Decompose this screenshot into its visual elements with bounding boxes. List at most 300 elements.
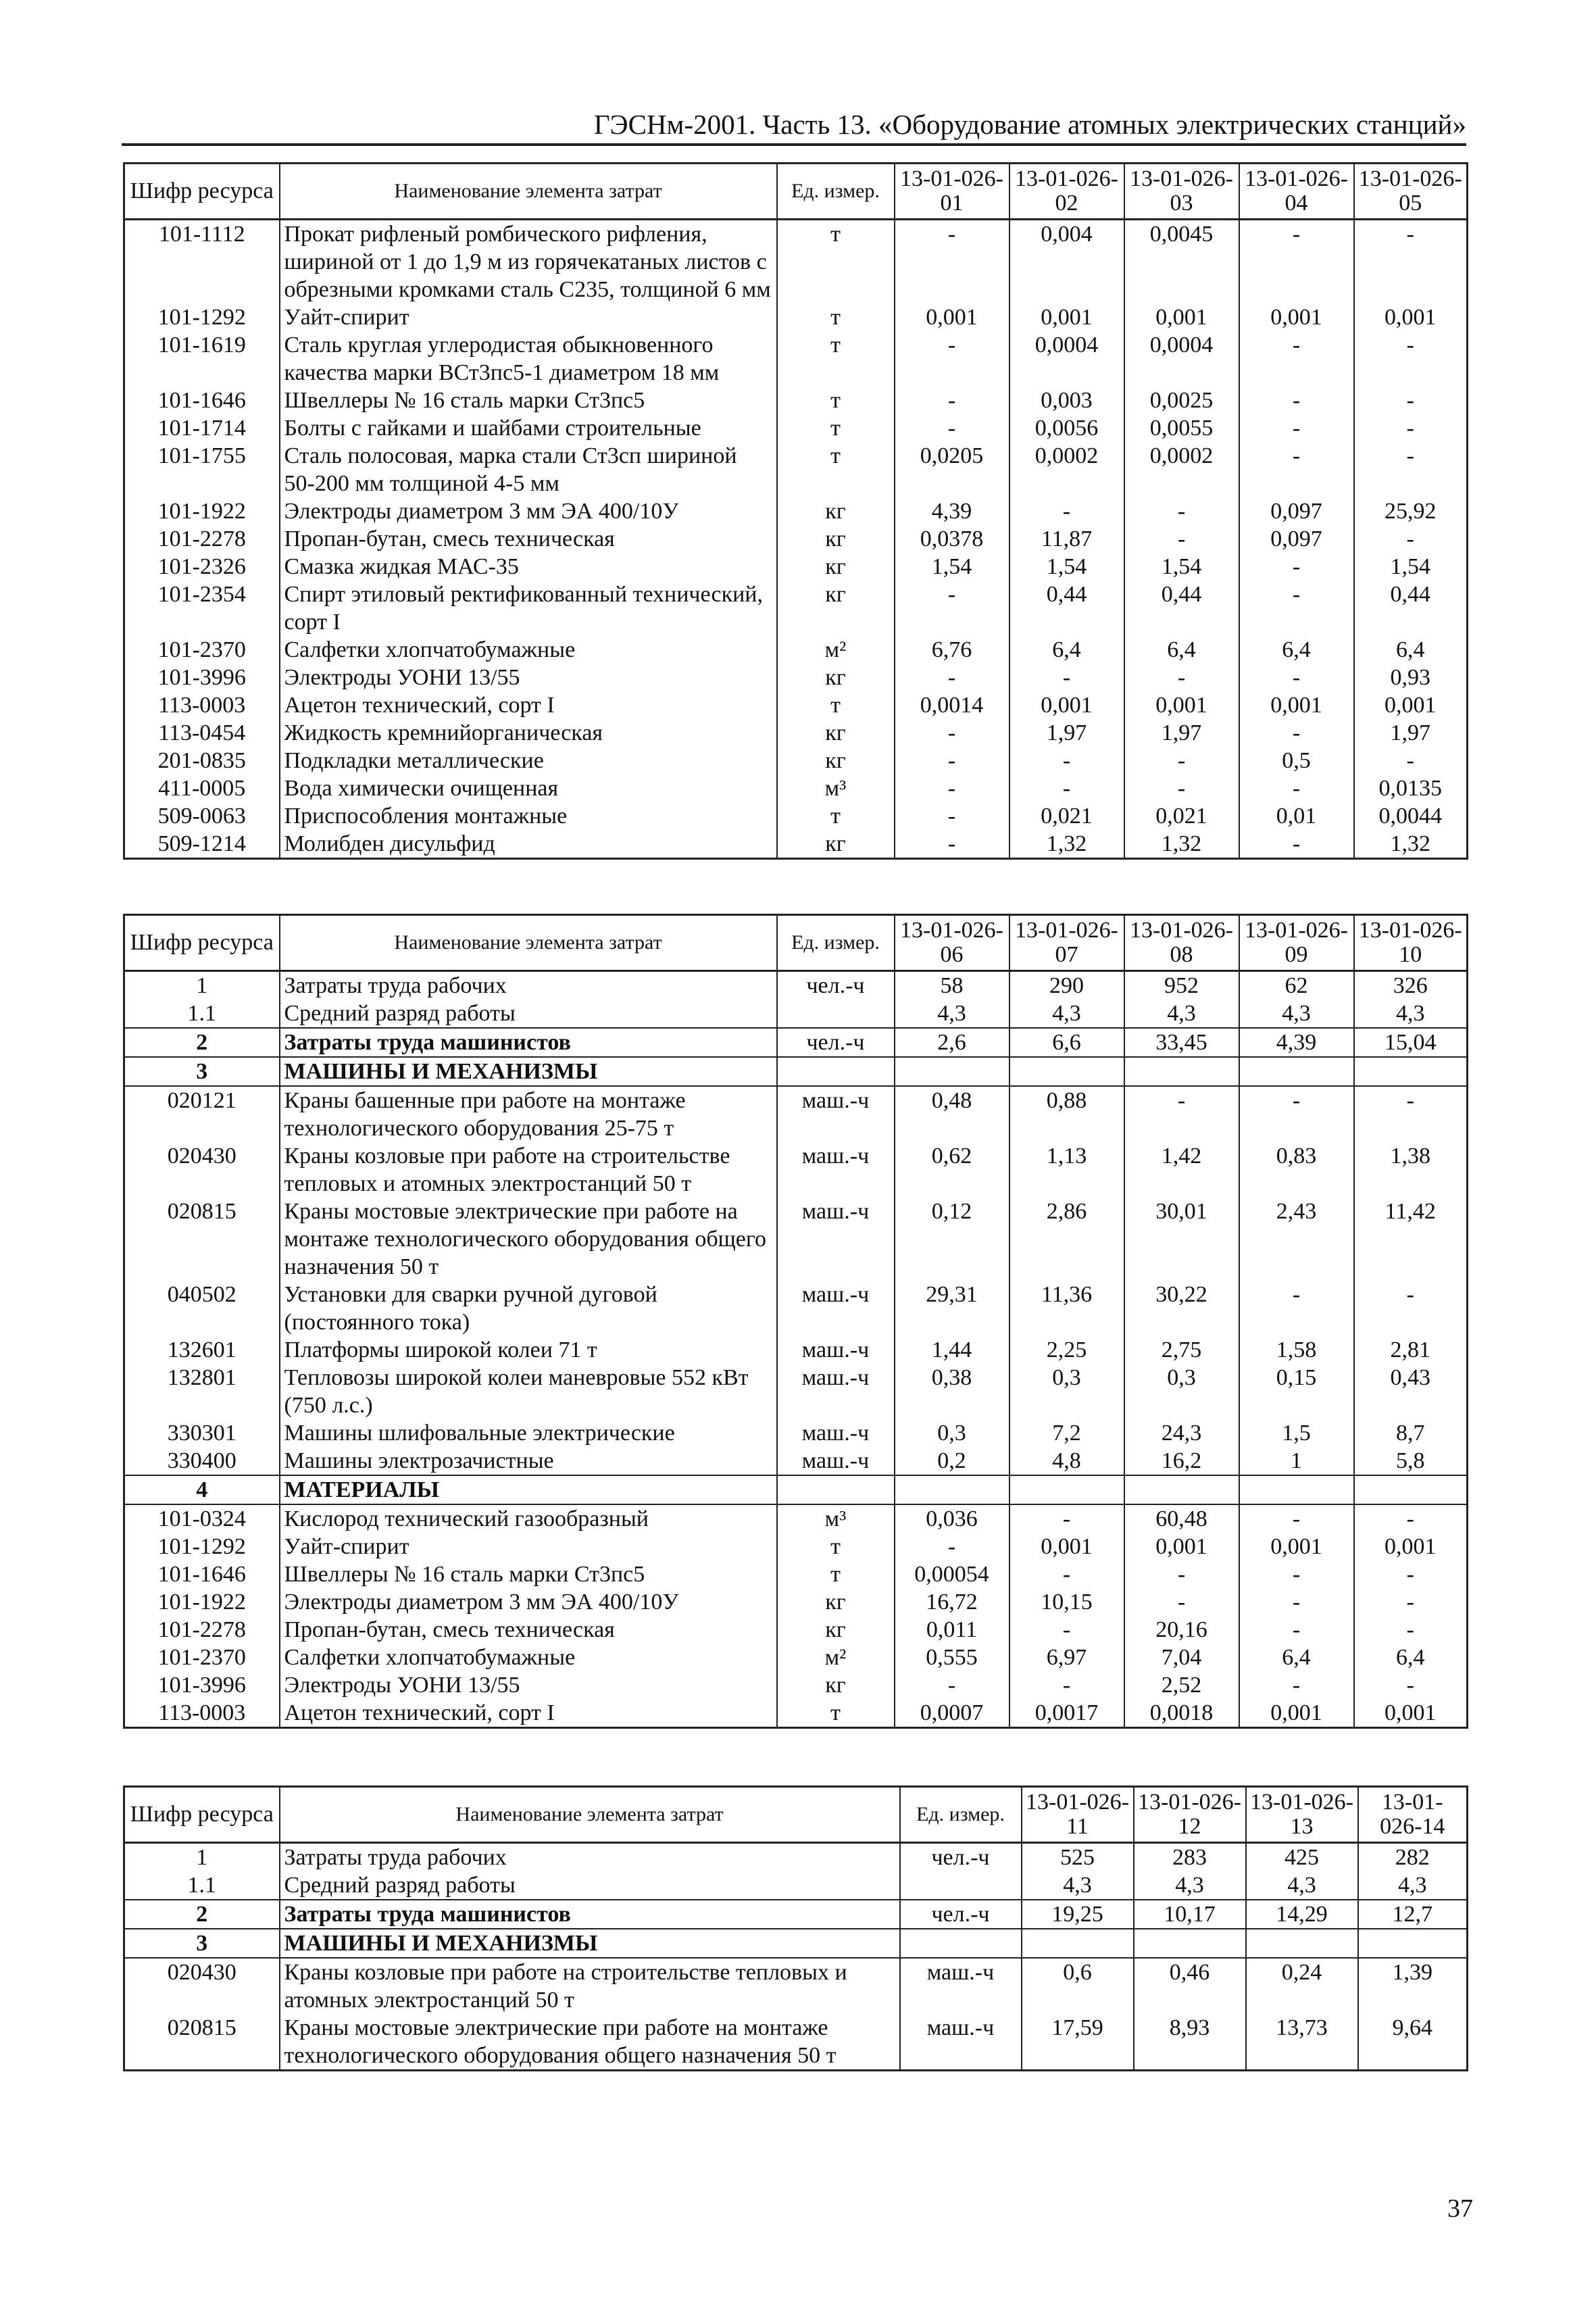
value-cell [1022, 1929, 1134, 1958]
resource-name-cell: МАШИНЫ И МЕХАНИЗМЫ [280, 1929, 900, 1958]
unit-cell: чел.-ч [900, 1900, 1022, 1929]
header-col: 13-01-026-02 [1009, 164, 1124, 220]
resource-code-cell: 101-3996 [124, 1671, 280, 1699]
value-cell: 0,93 [1354, 664, 1468, 691]
table-row [124, 1336, 1468, 1364]
table-header-row [124, 915, 1468, 971]
header-col: 13-01-026-11 [1022, 1787, 1134, 1843]
table-row [124, 1900, 1468, 1929]
table-row [124, 1198, 1468, 1281]
value-cell: 525 [1022, 1843, 1134, 1872]
unit-cell: чел.-ч [900, 1843, 1022, 1872]
value-cell: 0,001 [1354, 691, 1468, 719]
unit-cell: т [777, 1560, 895, 1588]
table-row [124, 220, 1468, 304]
unit-cell: кг [777, 553, 895, 581]
resource-code-cell: 1.1 [124, 1000, 280, 1028]
resource-code-cell: 101-1714 [124, 414, 280, 442]
value-cell: 0,097 [1239, 525, 1354, 553]
value-cell: 14,29 [1246, 1900, 1358, 1929]
value-cell: 282 [1358, 1843, 1468, 1872]
resource-code-cell: 101-0324 [124, 1504, 280, 1533]
value-cell: 6,4 [1009, 636, 1124, 664]
value-cell: 0,44 [1354, 581, 1468, 636]
unit-cell [777, 1000, 895, 1028]
value-cell: 4,3 [1009, 1000, 1124, 1028]
value-cell: 0,001 [1009, 1533, 1124, 1560]
value-cell: 0,001 [1239, 691, 1354, 719]
value-cell: - [895, 719, 1009, 747]
resource-code-cell: 4 [124, 1475, 280, 1504]
unit-cell: чел.-ч [777, 971, 895, 1000]
value-cell: 0,48 [895, 1086, 1009, 1142]
value-cell: - [1009, 1560, 1124, 1588]
value-cell: 4,3 [1124, 1000, 1239, 1028]
value-cell: 0,3 [895, 1419, 1009, 1447]
value-cell: 0,0378 [895, 525, 1009, 553]
value-cell: - [1354, 747, 1468, 774]
table-row [124, 442, 1468, 497]
table-row [124, 2014, 1468, 2071]
unit-cell: маш.-ч [777, 1419, 895, 1447]
table-row [124, 331, 1468, 387]
unit-cell: кг [777, 830, 895, 859]
value-cell: 0,0017 [1009, 1699, 1124, 1728]
value-cell: - [1354, 442, 1468, 497]
value-cell: 0,555 [895, 1644, 1009, 1671]
resource-name-cell: Спирт этиловый ректификованный технический, сорт I [280, 581, 777, 636]
unit-cell: т [777, 1533, 895, 1560]
resource-name-cell: Затраты труда рабочих [280, 1843, 900, 1872]
header-col: 13-01-026-08 [1124, 915, 1239, 971]
value-cell: 8,7 [1354, 1419, 1468, 1447]
unit-cell: т [777, 331, 895, 387]
resource-code-cell: 101-1922 [124, 1588, 280, 1616]
value-cell: 6,6 [1009, 1028, 1124, 1057]
resource-name-cell: Затраты труда рабочих [280, 971, 777, 1000]
value-cell: 0,001 [1354, 1699, 1468, 1728]
value-cell: 1,32 [1009, 830, 1124, 859]
resource-code-cell: 509-0063 [124, 802, 280, 830]
resource-name-cell: МАТЕРИАЛЫ [280, 1475, 777, 1504]
resource-code-cell: 201-0835 [124, 747, 280, 774]
resource-name-cell: Уайт-спирит [280, 303, 777, 331]
header-col: 13-01-026-03 [1124, 164, 1239, 220]
table-row [124, 525, 1468, 553]
value-cell: 0,001 [1124, 303, 1239, 331]
value-cell: 0,0014 [895, 691, 1009, 719]
value-cell: - [1009, 1616, 1124, 1644]
table-row [124, 774, 1468, 802]
resource-name-cell: Ацетон технический, сорт I [280, 1699, 777, 1728]
value-cell: - [895, 1533, 1009, 1560]
resource-name-cell: Краны мостовые электрические при работе на монтаже технологического оборудования общего назначения 50 т [280, 1198, 777, 1281]
value-cell: 6,4 [1354, 636, 1468, 664]
value-cell: 1,39 [1358, 1958, 1468, 2014]
value-cell: - [895, 387, 1009, 414]
table-row [124, 719, 1468, 747]
header-col: 13-01-026-10 [1354, 915, 1468, 971]
resource-name-cell: Уайт-спирит [280, 1533, 777, 1560]
value-cell: 0,2 [895, 1447, 1009, 1475]
resource-code-cell: 101-2326 [124, 553, 280, 581]
resource-name-cell: Установки для сварки ручной дуговой (постоянного тока) [280, 1281, 777, 1336]
value-cell [1354, 1475, 1468, 1504]
value-cell: 16,2 [1124, 1447, 1239, 1475]
resource-name-cell: Краны козловые при работе на строительстве тепловых и атомных электростанций 50 т [280, 1958, 900, 2014]
table-row [124, 1057, 1468, 1086]
value-cell: 2,6 [895, 1028, 1009, 1057]
table-row [124, 1364, 1468, 1419]
value-cell: 1,54 [895, 553, 1009, 581]
resource-name-cell: Краны башенные при работе на монтаже технологического оборудования 25-75 т [280, 1086, 777, 1142]
value-cell: 1,5 [1239, 1419, 1354, 1447]
value-cell: 15,04 [1354, 1028, 1468, 1057]
resource-name-cell: Кислород технический газообразный [280, 1504, 777, 1533]
table-row [124, 1616, 1468, 1644]
resource-name-cell: Электроды диаметром 3 мм ЭА 400/10У [280, 1588, 777, 1616]
resource-name-cell: Затраты труда машинистов [280, 1028, 777, 1057]
table-row [124, 971, 1468, 1000]
value-cell: 0,0004 [1124, 331, 1239, 387]
resource-name-cell: Сталь круглая углеродистая обыкновенного качества марки ВСт3пс5-1 диаметром 18 мм [280, 331, 777, 387]
resource-name-cell: Швеллеры № 16 сталь марки Ст3пс5 [280, 1560, 777, 1588]
value-cell: - [1354, 525, 1468, 553]
unit-cell: маш.-ч [777, 1198, 895, 1281]
value-cell: 11,42 [1354, 1198, 1468, 1281]
value-cell: - [1239, 664, 1354, 691]
header-unit: Ед. измер. [777, 915, 895, 971]
value-cell: 0,44 [1124, 581, 1239, 636]
unit-cell: кг [777, 1671, 895, 1699]
value-cell: - [1239, 1086, 1354, 1142]
resource-name-cell: Средний разряд работы [280, 1000, 777, 1028]
value-cell: 0,0055 [1124, 414, 1239, 442]
value-cell: 0,003 [1009, 387, 1124, 414]
value-cell: 62 [1239, 971, 1354, 1000]
value-cell: - [1124, 525, 1239, 553]
resource-code-cell: 509-1214 [124, 830, 280, 859]
value-cell: - [1239, 1616, 1354, 1644]
resource-name-cell: Сталь полосовая, марка стали Ст3сп шириной 50-200 мм толщиной 4-5 мм [280, 442, 777, 497]
resource-code-cell: 020430 [124, 1958, 280, 2014]
header-col: 13-01-026-01 [895, 164, 1009, 220]
value-cell: - [1124, 664, 1239, 691]
resource-name-cell: Краны мостовые электрические при работе на монтаже технологического оборудования общего назначения 50 т [280, 2014, 900, 2071]
value-cell: 290 [1009, 971, 1124, 1000]
table-row [124, 303, 1468, 331]
resource-code-cell: 101-1646 [124, 387, 280, 414]
value-cell: 0,83 [1239, 1142, 1354, 1198]
value-cell: - [895, 1671, 1009, 1699]
value-cell: - [1239, 1671, 1354, 1699]
value-cell: 0,12 [895, 1198, 1009, 1281]
value-cell: 29,31 [895, 1281, 1009, 1336]
resource-name-cell: Затраты труда машинистов [280, 1900, 900, 1929]
resource-name-cell: Приспособления монтажные [280, 802, 777, 830]
table-row [124, 1929, 1468, 1958]
value-cell: 9,64 [1358, 2014, 1468, 2071]
unit-cell: т [777, 387, 895, 414]
resource-code-cell: 101-2370 [124, 636, 280, 664]
table-row [124, 1281, 1468, 1336]
resource-name-cell: Электроды УОНИ 13/55 [280, 664, 777, 691]
value-cell: - [1239, 414, 1354, 442]
resource-name-cell: Электроды УОНИ 13/55 [280, 1671, 777, 1699]
resource-code-cell: 1 [124, 1843, 280, 1872]
resource-name-cell: Пропан-бутан, смесь техническая [280, 525, 777, 553]
page-number: 37 [1447, 2194, 1473, 2223]
value-cell: - [1009, 497, 1124, 525]
value-cell: 0,001 [1239, 1699, 1354, 1728]
table-row [124, 1644, 1468, 1671]
value-cell: - [895, 747, 1009, 774]
value-cell [1354, 1057, 1468, 1086]
value-cell: 0,0004 [1009, 331, 1124, 387]
table-row [124, 636, 1468, 664]
unit-cell [900, 1871, 1022, 1900]
unit-cell: м² [777, 1644, 895, 1671]
value-cell: 4,3 [895, 1000, 1009, 1028]
resource-code-cell: 113-0454 [124, 719, 280, 747]
value-cell: 0,0205 [895, 442, 1009, 497]
value-cell: 0,097 [1239, 497, 1354, 525]
value-cell: 6,4 [1124, 636, 1239, 664]
header-unit: Ед. измер. [777, 164, 895, 220]
value-cell: 1,97 [1124, 719, 1239, 747]
unit-cell: кг [777, 497, 895, 525]
value-cell: 4,39 [1239, 1028, 1354, 1057]
table-row [124, 1588, 1468, 1616]
value-cell: - [895, 664, 1009, 691]
value-cell: 0,001 [1009, 303, 1124, 331]
value-cell: - [1009, 747, 1124, 774]
value-cell: 1,44 [895, 1336, 1009, 1364]
value-cell [895, 1057, 1009, 1086]
header-unit: Ед. измер. [900, 1787, 1022, 1843]
table-row [124, 414, 1468, 442]
value-cell: 0,011 [895, 1616, 1009, 1644]
value-cell: - [1124, 1588, 1239, 1616]
value-cell: 4,3 [1358, 1871, 1468, 1900]
resource-table-3 [123, 1786, 1468, 2071]
unit-cell [777, 1057, 895, 1086]
value-cell: 6,4 [1239, 1644, 1354, 1671]
value-cell: - [1239, 719, 1354, 747]
value-cell: 6,4 [1354, 1644, 1468, 1671]
value-cell: - [895, 802, 1009, 830]
value-cell [1239, 1475, 1354, 1504]
value-cell: - [1124, 774, 1239, 802]
value-cell: - [1009, 774, 1124, 802]
resource-code-cell: 3 [124, 1929, 280, 1958]
table-row [124, 1142, 1468, 1198]
unit-cell: кг [777, 747, 895, 774]
value-cell: 0,15 [1239, 1364, 1354, 1419]
value-cell [1246, 1929, 1358, 1958]
resource-name-cell: Молибден дисульфид [280, 830, 777, 859]
unit-cell: м³ [777, 1504, 895, 1533]
value-cell: 0,88 [1009, 1086, 1124, 1142]
resource-code-cell: 020815 [124, 1198, 280, 1281]
table-row [124, 1533, 1468, 1560]
value-cell: - [1239, 1560, 1354, 1588]
unit-cell: кг [777, 581, 895, 636]
value-cell: - [895, 581, 1009, 636]
table-row [124, 1475, 1468, 1504]
table-header-row [124, 1787, 1468, 1843]
resource-name-cell: Платформы широкой колеи 71 т [280, 1336, 777, 1364]
value-cell: - [895, 331, 1009, 387]
resource-code-cell: 101-2278 [124, 525, 280, 553]
table-row [124, 497, 1468, 525]
table-row [124, 1671, 1468, 1699]
resource-name-cell: Смазка жидкая МАС-35 [280, 553, 777, 581]
resource-name-cell: Швеллеры № 16 сталь марки Ст3пс5 [280, 387, 777, 414]
table-row [124, 1871, 1468, 1900]
resource-code-cell: 330301 [124, 1419, 280, 1447]
resource-name-cell: Вода химически очищенная [280, 774, 777, 802]
value-cell [1009, 1057, 1124, 1086]
resource-code-cell: 132801 [124, 1364, 280, 1419]
resource-name-cell: Машины шлифовальные электрические [280, 1419, 777, 1447]
value-cell: 5,8 [1354, 1447, 1468, 1475]
value-cell: 952 [1124, 971, 1239, 1000]
value-cell: 4,3 [1246, 1871, 1358, 1900]
unit-cell: маш.-ч [777, 1281, 895, 1336]
value-cell: 0,001 [1009, 691, 1124, 719]
table-row [124, 1504, 1468, 1533]
header-col: 13-01-026-06 [895, 915, 1009, 971]
resource-code-cell: 101-1619 [124, 331, 280, 387]
value-cell: 0,001 [1124, 691, 1239, 719]
table-row [124, 1086, 1468, 1142]
resource-name-cell: Прокат рифленый ромбического рифления, шириной от 1 до 1,9 м из горячекатаных листов с обрезными кромками сталь С235, толщиной 6 мм [280, 220, 777, 304]
value-cell: 4,3 [1134, 1871, 1246, 1900]
table-row [124, 387, 1468, 414]
value-cell: 0,3 [1124, 1364, 1239, 1419]
value-cell: - [1124, 1086, 1239, 1142]
value-cell: 7,04 [1124, 1644, 1239, 1671]
resource-code-cell: 101-3996 [124, 664, 280, 691]
value-cell: 11,87 [1009, 525, 1124, 553]
resource-code-cell: 330400 [124, 1447, 280, 1475]
header-name: Наименование элемента затрат [280, 1787, 900, 1843]
value-cell: 2,81 [1354, 1336, 1468, 1364]
value-cell: - [1354, 220, 1468, 304]
resource-code-cell: 132601 [124, 1336, 280, 1364]
resource-code-cell: 101-1922 [124, 497, 280, 525]
value-cell: 58 [895, 971, 1009, 1000]
unit-cell [900, 1929, 1022, 1958]
resource-name-cell: Тепловозы широкой колеи маневровые 552 кВт (750 л.с.) [280, 1364, 777, 1419]
value-cell: - [1239, 830, 1354, 859]
unit-cell: маш.-ч [777, 1142, 895, 1198]
value-cell: 1,32 [1124, 830, 1239, 859]
value-cell: 17,59 [1022, 2014, 1134, 2071]
value-cell: 1,97 [1354, 719, 1468, 747]
value-cell: 0,44 [1009, 581, 1124, 636]
value-cell: 0,00054 [895, 1560, 1009, 1588]
header-code: Шифр ресурса [124, 164, 280, 220]
table-row [124, 1958, 1468, 2014]
value-cell: 1,58 [1239, 1336, 1354, 1364]
unit-cell: маш.-ч [777, 1364, 895, 1419]
resource-name-cell: Жидкость кремнийорганическая [280, 719, 777, 747]
value-cell: 0,0025 [1124, 387, 1239, 414]
value-cell: 1,38 [1354, 1142, 1468, 1198]
value-cell: 1,32 [1354, 830, 1468, 859]
value-cell [1124, 1057, 1239, 1086]
value-cell: 4,39 [895, 497, 1009, 525]
value-cell: - [895, 774, 1009, 802]
value-cell: 0,0007 [895, 1699, 1009, 1728]
resource-code-cell: 101-1646 [124, 1560, 280, 1588]
value-cell: 1,54 [1009, 553, 1124, 581]
value-cell: - [1354, 414, 1468, 442]
value-cell [1239, 1057, 1354, 1086]
value-cell: 6,76 [895, 636, 1009, 664]
value-cell: 24,3 [1124, 1419, 1239, 1447]
value-cell: - [1354, 387, 1468, 414]
unit-cell: маш.-ч [777, 1336, 895, 1364]
value-cell: 19,25 [1022, 1900, 1134, 1929]
value-cell [1124, 1475, 1239, 1504]
resource-name-cell: Салфетки хлопчатобумажные [280, 1644, 777, 1671]
resource-code-cell: 020430 [124, 1142, 280, 1198]
resource-code-cell: 1.1 [124, 1871, 280, 1900]
value-cell: 30,01 [1124, 1198, 1239, 1281]
value-cell [1009, 1475, 1124, 1504]
table-row [124, 553, 1468, 581]
table-row [124, 581, 1468, 636]
table-row [124, 691, 1468, 719]
value-cell: - [1239, 442, 1354, 497]
value-cell: 0,001 [1354, 303, 1468, 331]
value-cell: - [1009, 1504, 1124, 1533]
value-cell: 0,5 [1239, 747, 1354, 774]
value-cell: - [1354, 1560, 1468, 1588]
header-col: 13-01-026-04 [1239, 164, 1354, 220]
resource-code-cell: 113-0003 [124, 691, 280, 719]
resource-name-cell: Подкладки металлические [280, 747, 777, 774]
header-col: 13-01-026-09 [1239, 915, 1354, 971]
value-cell: 1 [1239, 1447, 1354, 1475]
resource-code-cell: 020815 [124, 2014, 280, 2071]
value-cell: - [1239, 774, 1354, 802]
value-cell: 0,0002 [1124, 442, 1239, 497]
header-col: 13-01-026-05 [1354, 164, 1468, 220]
resource-name-cell: Ацетон технический, сорт I [280, 691, 777, 719]
value-cell: 4,8 [1009, 1447, 1124, 1475]
table-row [124, 802, 1468, 830]
value-cell: 0,021 [1124, 802, 1239, 830]
value-cell: 2,86 [1009, 1198, 1124, 1281]
value-cell: - [1354, 1588, 1468, 1616]
value-cell: - [1239, 581, 1354, 636]
value-cell: - [1354, 1281, 1468, 1336]
value-cell: 2,25 [1009, 1336, 1124, 1364]
value-cell: 283 [1134, 1843, 1246, 1872]
header-code: Шифр ресурса [124, 1787, 280, 1843]
unit-cell [777, 1475, 895, 1504]
unit-cell: т [777, 1699, 895, 1728]
value-cell: - [1354, 1616, 1468, 1644]
value-cell: 425 [1246, 1843, 1358, 1872]
value-cell: 4,3 [1022, 1871, 1134, 1900]
value-cell: 326 [1354, 971, 1468, 1000]
value-cell: 16,72 [895, 1588, 1009, 1616]
